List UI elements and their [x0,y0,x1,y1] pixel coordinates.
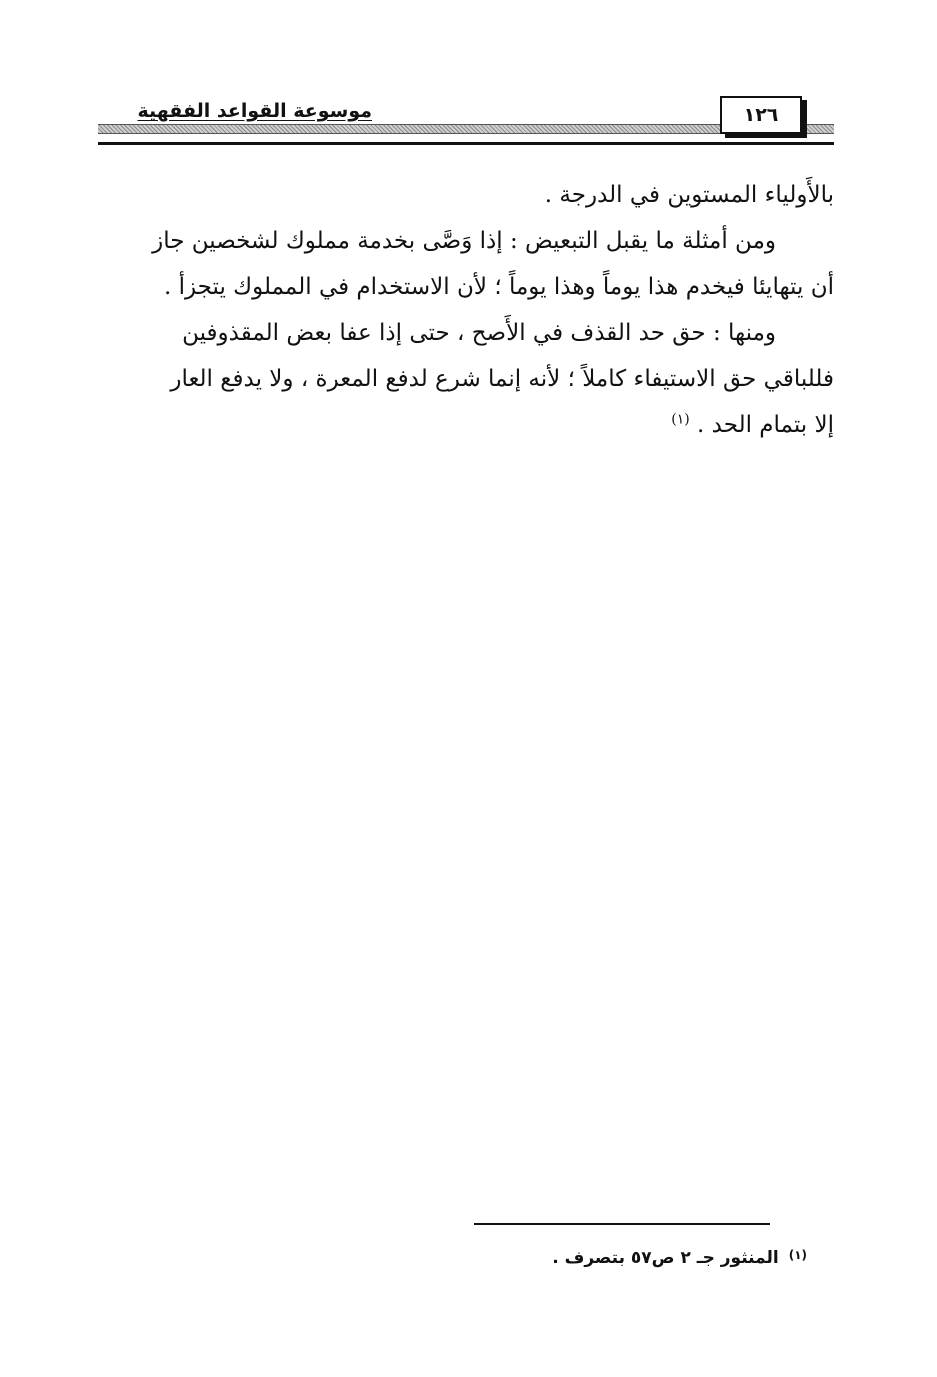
text-line: ومن أمثلة ما يقبل التبعيض : إذا وَصَّى بخدمة مملوك لشخصين جاز [152,228,776,254]
text-line: بالأَولياء المستوين في الدرجة . [544,182,834,208]
text-line: ومنها : حق حد القذف في الأَصح ، حتى إذا عفا بعض المقذوفين [182,320,776,346]
book-title: موسوعة القواعد الفقهية [137,100,372,122]
header-rule [98,142,834,145]
footnote-reference: (١) [671,411,690,428]
footnote-separator [474,1223,770,1225]
text-line: أن يتهايئا فيخدم هذا يوماً وهذا يوماً ؛ لأن الاستخدام في المملوك يتجزأ . [163,274,834,300]
page-header [98,92,834,146]
main-text [98,172,834,448]
footnote-marker: (١) [788,1248,807,1262]
footnote-text: المنثور جـ ٢ ص٥٧ بتصرف . [552,1248,779,1268]
text-line: فللباقي حق الاستيفاء كاملاً ؛ لأنه إنما شرع لدفع المعرة ، ولا يدفع العار [170,366,834,392]
text-line: إلا بتمام الحد . [697,412,834,438]
footnote [552,1248,807,1268]
text-line-with-ref [98,402,834,448]
page-number: ١٢٦ [720,96,802,134]
